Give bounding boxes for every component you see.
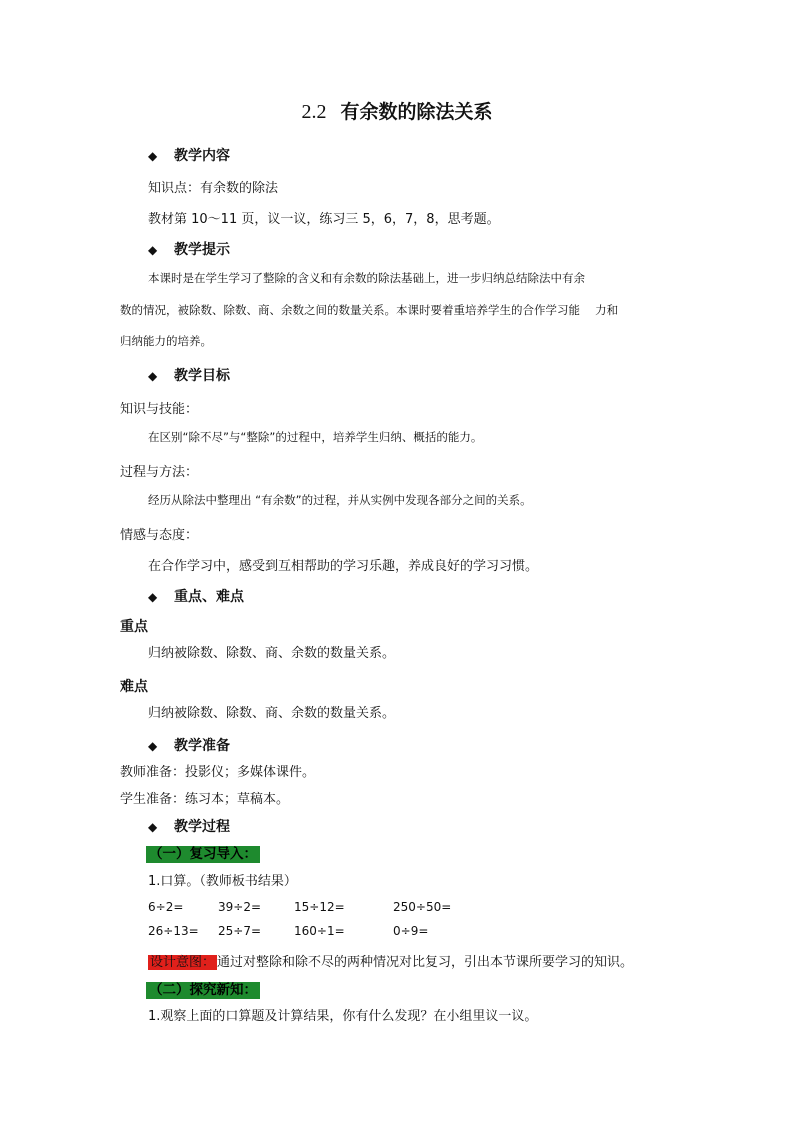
goal2-text: 经历从除法中整理出 “有余数”的过程，并从实例中发现各部分之间的关系。 <box>148 493 532 507</box>
title-text: 有余数的除法关系 <box>340 101 493 123</box>
prep-student: 学生准备：练习本；草稿本。 <box>120 792 290 807</box>
page-title <box>0 97 794 124</box>
calc-row-1-1: 6÷2= <box>148 900 184 914</box>
goal3-label: 情感与态度： <box>120 528 199 543</box>
diamond-bullet-icon: ◆ <box>148 739 158 753</box>
calc-row-1-4: 250÷50= <box>393 900 452 914</box>
title-number: 2.2 <box>301 101 327 123</box>
calc-row-1-2: 39÷2= <box>218 900 262 914</box>
design-intent <box>148 951 633 970</box>
key-text: 归纳被除数、除数、商、余数的数量关系。 <box>148 646 396 661</box>
heading-tips: ◆ 教学提示 <box>148 242 230 258</box>
heading-preparation: ◆ 教学准备 <box>148 738 230 754</box>
design-intent-text: 通过对整除和除不尽的两种情况对比复习，引出本节课所要学习的知识。 <box>217 955 634 970</box>
calc-row-2-3: 160÷1= <box>294 924 345 938</box>
tips-line-3: 归纳能力的培养。 <box>120 334 212 348</box>
calc-row-2-2: 25÷7= <box>218 924 262 938</box>
diamond-bullet-icon: ◆ <box>148 590 158 604</box>
step2-label: （二）探究新知： <box>146 978 260 998</box>
diamond-bullet-icon: ◆ <box>148 149 158 163</box>
goal3-text: 在合作学习中，感受到互相帮助的学习乐趣，养成良好的学习习惯。 <box>148 559 539 574</box>
calc-row-2-1: 26÷13= <box>148 924 199 938</box>
key-label: 重点 <box>120 619 148 635</box>
calc-row-2-4: 0÷9= <box>393 924 429 938</box>
heading-key-points: ◆ 重点、难点 <box>148 589 244 605</box>
design-intent-label: 设计意图： <box>150 955 216 970</box>
tips-line-2: 数的情况，被除数、除数、商、余数之间的数量关系。本课时要着重培养学生的合作学习能 力和 <box>120 303 619 317</box>
goal1-text: 在区别“除不尽”与“整除”的过程中，培养学生归纳、概括的能力。 <box>148 430 483 444</box>
tips-line-1: 本课时是在学生学习了整除的含义和有余数的除法基础上，进一步归纳总结除法中有余 <box>148 271 585 285</box>
calc-row-1-3: 15÷12= <box>294 900 345 914</box>
step2-item: 1.观察上面的口算题及计算结果，你有什么发现？在小组里议一议。 <box>148 1009 538 1024</box>
difficulty-label: 难点 <box>120 679 148 695</box>
diamond-bullet-icon: ◆ <box>148 820 158 834</box>
difficulty-text: 归纳被除数、除数、商、余数的数量关系。 <box>148 706 396 721</box>
prep-teacher: 教师准备：投影仪；多媒体课件。 <box>120 765 316 780</box>
diamond-bullet-icon: ◆ <box>148 369 158 383</box>
heading-process: ◆ 教学过程 <box>148 819 230 835</box>
heading-goals: ◆ 教学目标 <box>148 368 230 384</box>
step1-item: 1.口算。（教师板书结果） <box>148 874 297 889</box>
diamond-bullet-icon: ◆ <box>148 243 158 257</box>
heading-content: ◆ 教学内容 <box>148 148 230 164</box>
step1-label: （一）复习导入： <box>146 842 260 862</box>
goal2-label: 过程与方法： <box>120 465 199 480</box>
goal1-label: 知识与技能： <box>120 402 199 417</box>
content-line-1: 知识点：有余数的除法 <box>148 181 279 196</box>
content-line-2: 教材第 10～11 页，议一议，练习三 5，6，7，8，思考题。 <box>148 212 500 227</box>
